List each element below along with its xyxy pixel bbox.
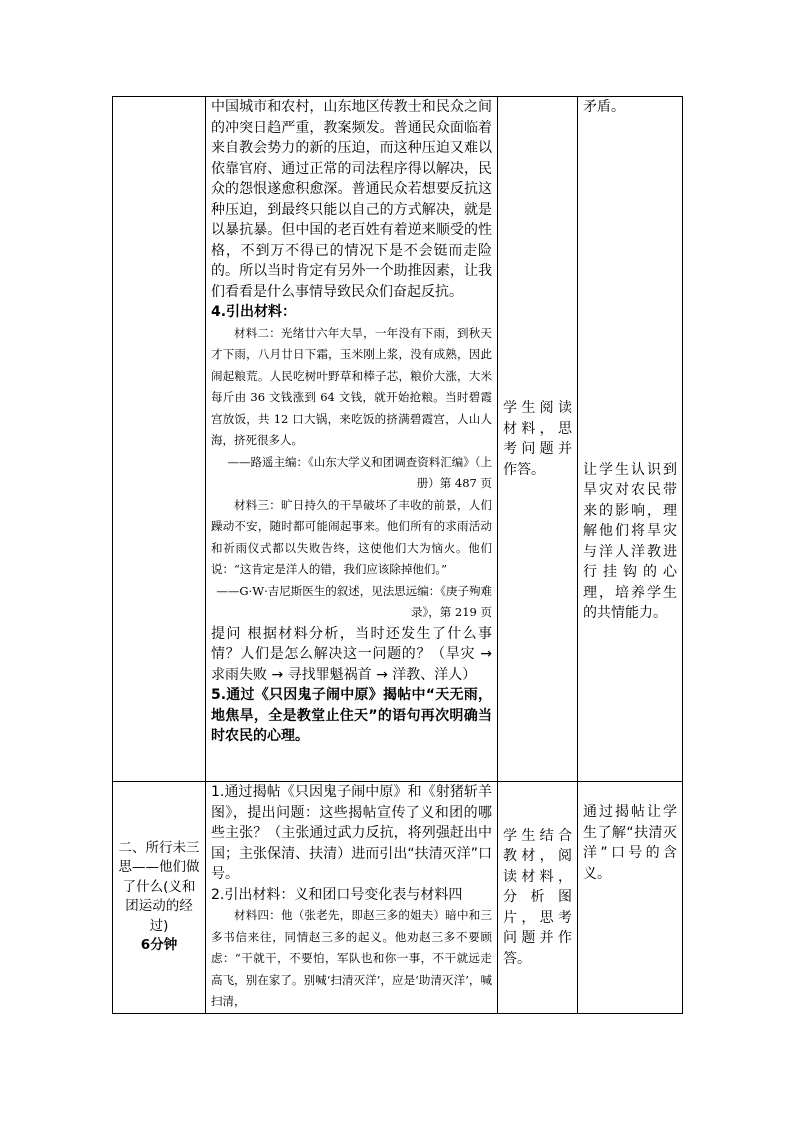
design-intent-continued: 矛盾。 — [583, 99, 625, 115]
step-1-paragraph: 1.通过揭帖《只因鬼子闹中原》和《射猪斩羊图》，提出问题：这些揭帖宣传了义和团的哪些主张？（主张通过武力反抗，将列强赶出中国；主张保清、扶清）进而引出“扶清灭洋”口号。 — [211, 784, 492, 882]
section-title: 二、所行未三思——他们做了什么(义和团运动的经过) — [118, 839, 200, 934]
lesson-plan-table — [112, 96, 683, 1014]
design-intent-text: 通过揭帖让学生了解“扶清灭洋”口号的含义。 — [583, 804, 677, 882]
section-duration: 6分钟 — [140, 937, 178, 954]
material-4-text: 材料四：他（张老先，即赵三多的姐夫）暗中和三多书信来往，同情赵三多的起义。他劝赵三多不要顾虑：“干就干，不要怕，军队也和你一事，不干就远走高飞，别在家了。别喊‘扫清灭洋’，应是‘助清灭洋’，喊扫清， — [211, 908, 492, 1008]
material-2-text: 材料二：光绪廿六年大旱，一年没有下雨，到秋天才下雨，八月廿日下霜，玉米刚上浆，没有成熟，因此闹起粮荒。人民吃树叶野草和棒子芯，粮价大涨，大米每斤由 36 文钱涨到 64 文钱，就开始抢粮。当时碧霞宫放饭，共 12 口大锅，来吃饭的挤满碧霞宫，人山人海，挤死很多人。 — [211, 325, 492, 447]
table-row — [113, 782, 683, 1014]
step-2-paragraph: 2.引出材料：义和团口号变化表与材料四 — [211, 886, 463, 903]
student-activity-text: 学生阅读材料，思考问题并作答。 — [503, 400, 572, 478]
intro-paragraph: 中国城市和农村，山东地区传教士和民众之间的冲突日趋严重，教案频发。普通民众面临着来自教会势力的新的压迫，而这种压迫又难以依靠官府、通过正常的司法程序得以解决，民众的怨恨遂愈积愈深。普通民众若想要反抗这种压迫，到最终只能以自己的方式解决，就是以暴抗暴。但中国的老百姓有着逆来顺受的性格，不到万不得已的情况下是不会铤而走险的。所以当时肯定有另外一个助推因素，让我们看看是什么事情导致民众们奋起反抗。 — [211, 99, 492, 300]
material-3-text: 材料三：旷日持久的干旱破坏了丰收的前景，人们躁动不安，随时都可能闹起事来。他们所有的求雨活动和祈雨仪式都以失败告终，这使他们大为恼火。他们说：“这肯定是洋人的错，我们应该除掉他们。” — [211, 497, 492, 576]
stage-cell-empty — [113, 97, 206, 782]
question-paragraph: 提问 根据材料分析，当时还发生了什么事情？人们是怎么解决这一问题的？（旱灾 → 求雨失败 → 寻找罪魁祸首 → 洋教、洋人） — [211, 625, 492, 683]
teacher-activity-cell — [206, 97, 498, 782]
teacher-activity-cell — [206, 782, 498, 1014]
design-intent-cell — [578, 97, 683, 782]
table-row — [113, 97, 683, 782]
material-2-source: ——路遥主编：《山东大学义和团调查资料汇编》（上册）第 487 页 — [227, 454, 492, 490]
stage-cell — [113, 782, 206, 1014]
student-activity-cell — [498, 97, 578, 782]
design-intent-cell — [578, 782, 683, 1014]
design-intent-text: 让学生认识到旱灾对农民带来的影响，理解他们将旱灾与洋人洋教进行挂钩的心理，培养学生的共情能力。 — [583, 461, 677, 621]
step-4-heading: 4.引出材料： — [211, 304, 297, 320]
student-activity-text: 学生结合教材，阅读材料，分析图片，思考问题并作答。 — [503, 827, 572, 967]
student-activity-cell — [498, 782, 578, 1014]
step-5-paragraph: 5.通过《只因鬼子闹中原》揭帖中“天无雨，地焦旱，全是教堂止住天”的语句再次明确当时农民的心理。 — [211, 687, 492, 744]
material-3-source: ——G·W·吉尼斯医生的叙述，见法思远编：《庚子殉难录》，第 219 页 — [216, 583, 492, 619]
